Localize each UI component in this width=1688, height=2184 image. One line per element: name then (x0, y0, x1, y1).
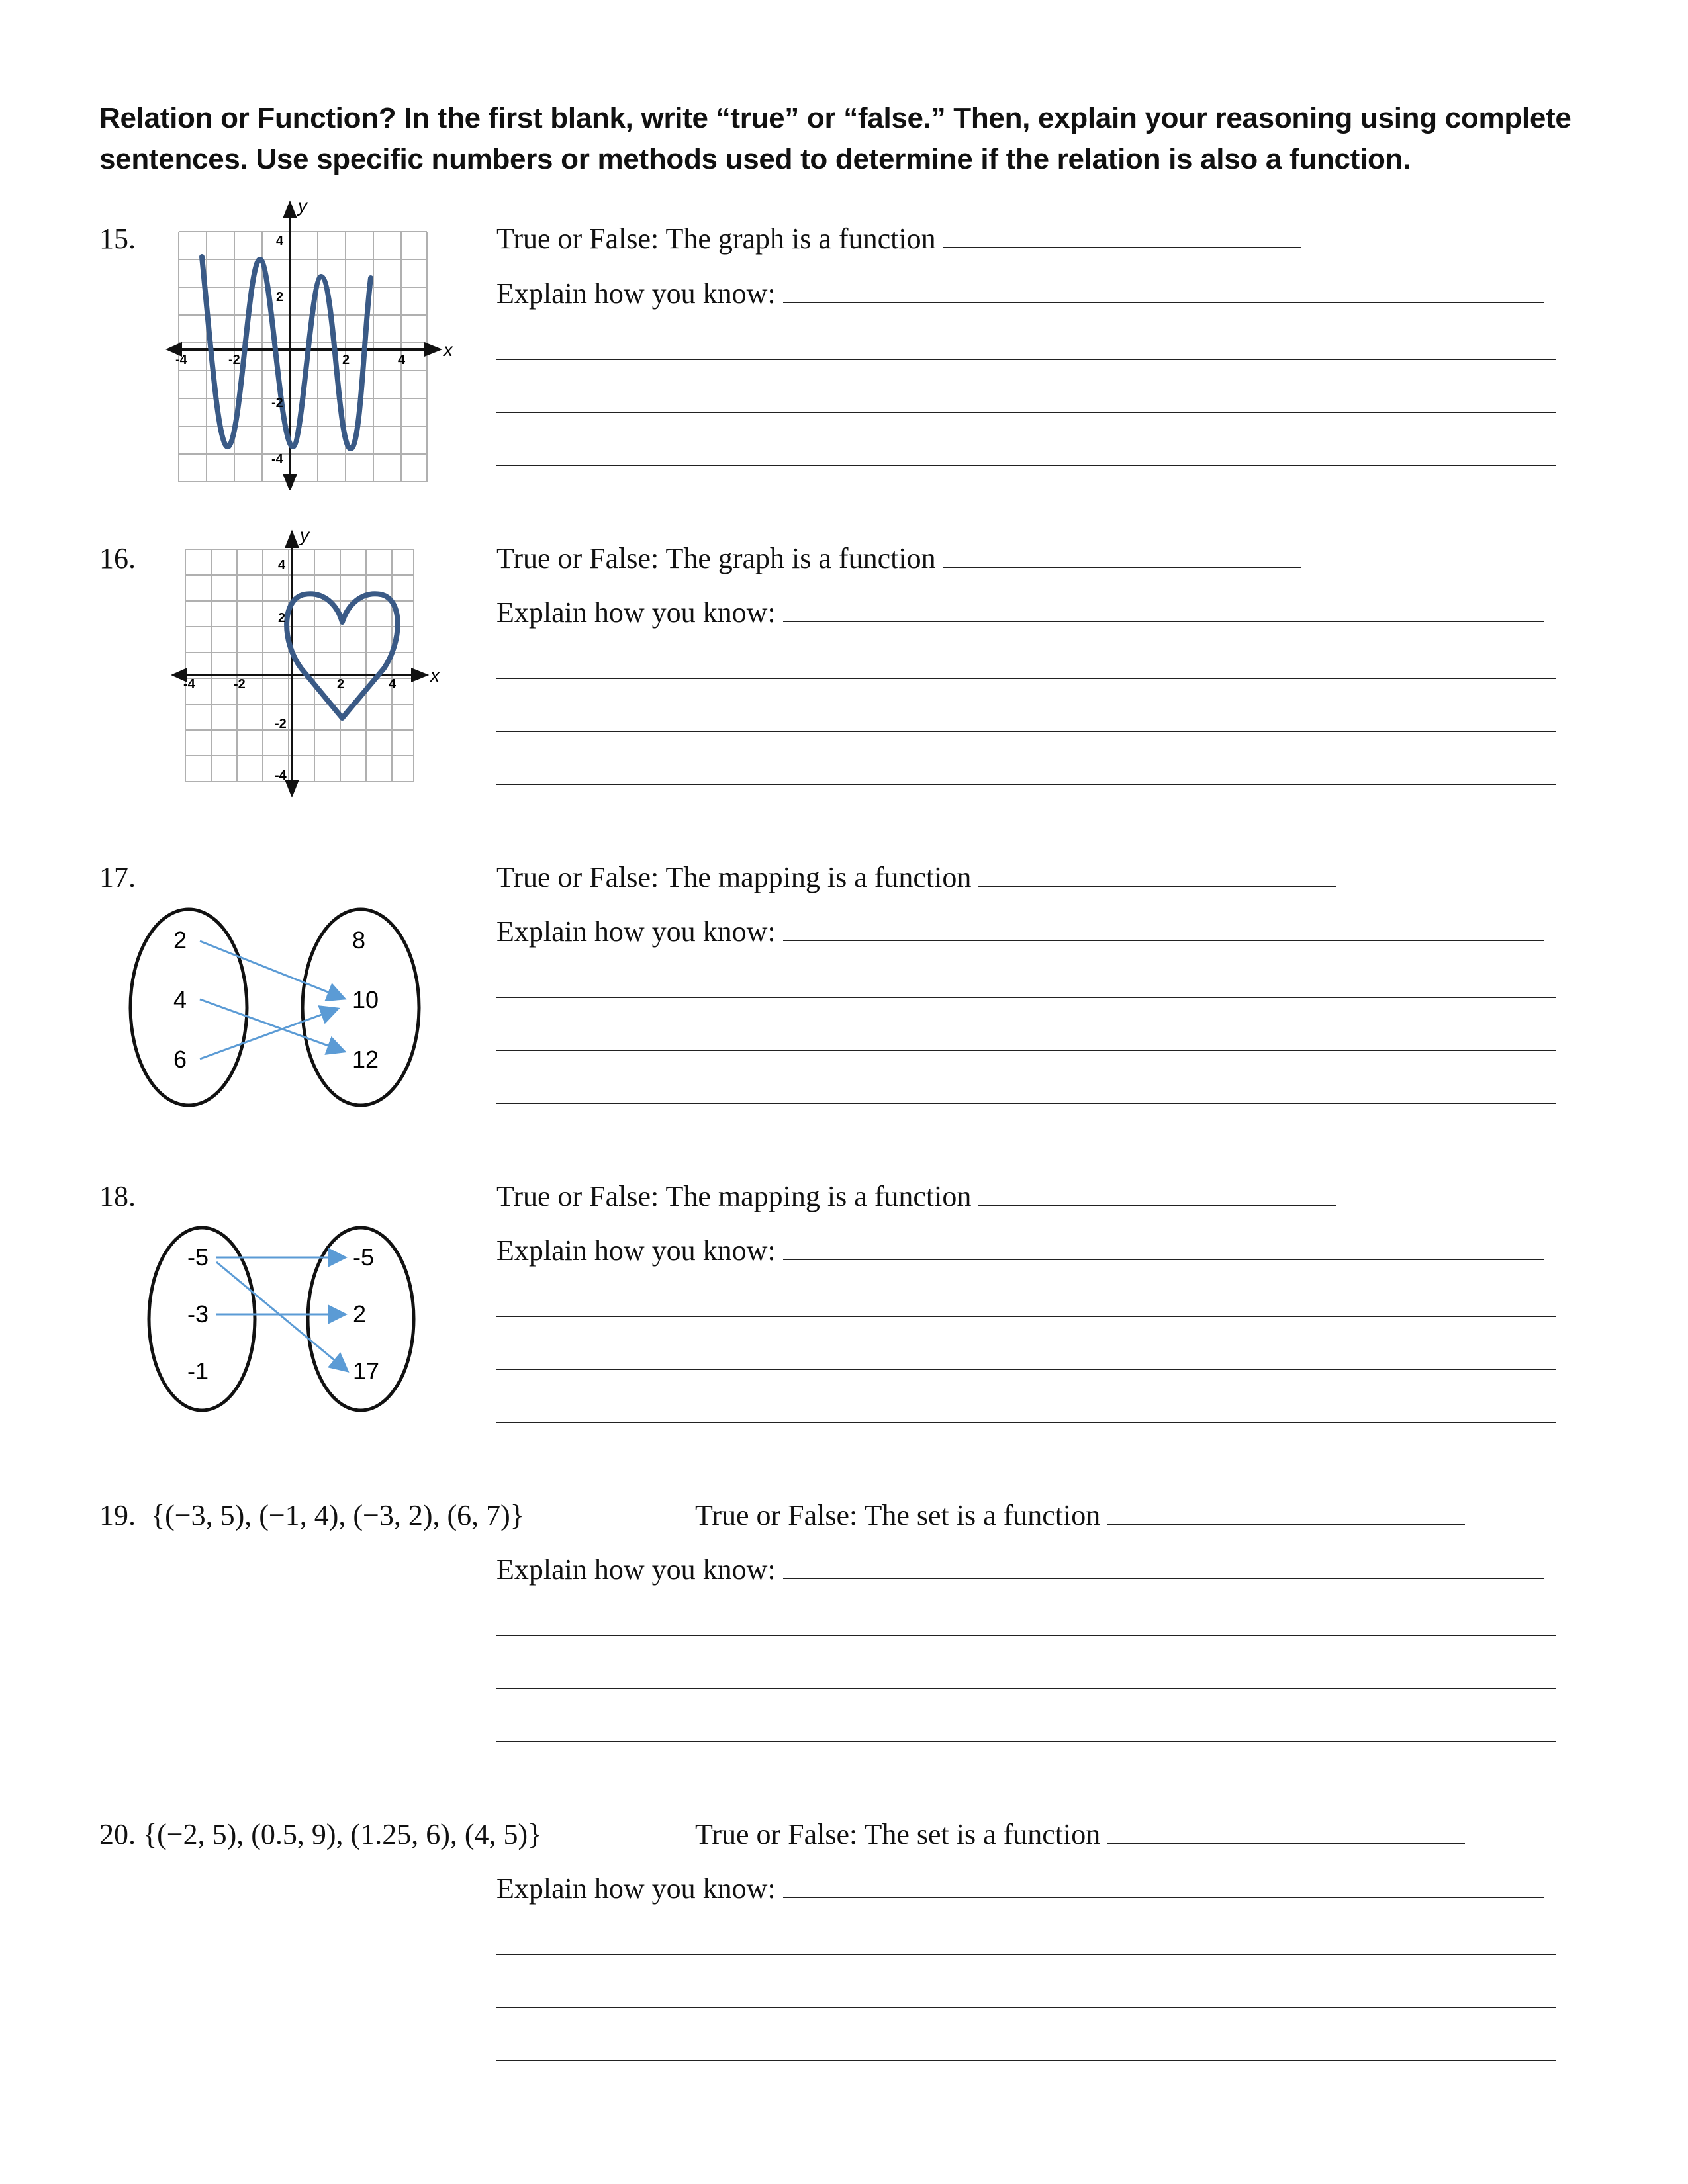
answer-blank-17[interactable] (978, 862, 1336, 887)
tick-label: -4 (275, 768, 287, 783)
answer-blank-18[interactable] (978, 1181, 1336, 1206)
graph-15 (162, 199, 467, 490)
y-arrow-icon (285, 204, 295, 217)
answer-line[interactable] (496, 2060, 1556, 2061)
answer-blank-16[interactable] (943, 543, 1301, 568)
x-arrow-icon (412, 670, 426, 680)
answer-line[interactable] (496, 731, 1556, 732)
ordered-pair-set: {(−2, 5), (0.5, 9), (1.25, 6), (4, 5)} (143, 1818, 542, 1850)
mapping-arrow (216, 1262, 346, 1370)
problem-number: 16. (99, 542, 136, 574)
explain-row (496, 596, 1544, 629)
question-row (695, 1498, 1465, 1532)
explain-row (496, 1872, 1544, 1905)
mapping-arrow (200, 941, 343, 998)
grid (179, 232, 427, 482)
tick-label: 2 (342, 353, 350, 367)
true-false-prompt: True or False: The graph is a function (496, 222, 936, 255)
explain-blank[interactable] (783, 1235, 1544, 1260)
explain-blank[interactable] (783, 916, 1544, 941)
true-false-prompt: True or False: The mapping is a function (496, 861, 972, 893)
explain-blank[interactable] (783, 1873, 1544, 1898)
explain-label: Explain how you know: (496, 1872, 776, 1905)
true-false-prompt: True or False: The graph is a function (496, 542, 936, 574)
answer-line[interactable] (496, 678, 1556, 679)
range-value: 12 (352, 1046, 379, 1073)
tick-label: 4 (389, 677, 397, 692)
tick-label: 2 (337, 677, 345, 692)
question-row (496, 860, 1336, 894)
y-label: y (298, 199, 307, 216)
explain-row (496, 1553, 1544, 1586)
answer-line[interactable] (496, 1741, 1556, 1742)
answer-line[interactable] (496, 1954, 1556, 1955)
explain-row (496, 1234, 1544, 1267)
explain-blank[interactable] (783, 597, 1544, 622)
range-value: 17 (353, 1357, 380, 1385)
set-row (99, 1498, 524, 1532)
tick-label: 4 (398, 353, 406, 367)
answer-line[interactable] (496, 1635, 1556, 1636)
domain-value: 2 (173, 927, 187, 954)
y-label: y (300, 529, 309, 545)
answer-line[interactable] (496, 465, 1556, 466)
answer-line[interactable] (496, 1369, 1556, 1370)
x-label: x (444, 340, 453, 360)
answer-blank-19[interactable] (1107, 1500, 1465, 1525)
explain-blank[interactable] (783, 1554, 1544, 1579)
answer-line[interactable] (496, 412, 1556, 413)
set-row (99, 1817, 541, 1851)
explain-blank[interactable] (783, 278, 1544, 303)
true-false-prompt: True or False: The set is a function (695, 1499, 1101, 1531)
problem-number: 18. (99, 1180, 136, 1212)
domain-value: -5 (187, 1244, 209, 1271)
mapping-17 (119, 900, 430, 1118)
tick-label: -2 (234, 677, 246, 692)
domain-value: -3 (187, 1300, 209, 1328)
true-false-prompt: True or False: The mapping is a function (496, 1180, 972, 1212)
tick-label: -4 (271, 452, 283, 467)
tick-label: -2 (228, 353, 240, 367)
explain-row (496, 915, 1544, 948)
tick-label: -4 (175, 353, 187, 367)
graph-16 (169, 529, 460, 801)
explain-label: Explain how you know: (496, 915, 776, 948)
question-row (496, 222, 1301, 255)
mapping-18 (142, 1221, 434, 1423)
instructions: Relation or Function? In the first blank, write “true” or “false.” Then, explain your reasoning using complete sentences. Use specific numbers or methods used to determine if the relation is also a function. (99, 102, 1571, 175)
tick-label: 2 (278, 611, 286, 625)
y-arrow-down-icon (285, 475, 295, 488)
tick-label: 4 (276, 234, 284, 248)
answer-line[interactable] (496, 2007, 1556, 2008)
answer-line[interactable] (496, 1103, 1556, 1104)
tick-label: 2 (276, 290, 284, 304)
problem-number: 19. (99, 1499, 136, 1531)
range-value: -5 (353, 1244, 375, 1271)
x-arrow-icon (426, 344, 439, 355)
heart-curve (287, 594, 398, 718)
range-value: 2 (353, 1300, 367, 1328)
question-row (496, 1179, 1336, 1213)
question-row (496, 541, 1301, 575)
explain-label: Explain how you know: (496, 596, 776, 629)
problem-number: 15. (99, 222, 136, 255)
range-value: 10 (352, 986, 379, 1013)
y-arrow-icon (287, 533, 297, 547)
x-label: x (430, 665, 440, 686)
domain-value: -1 (187, 1357, 209, 1385)
true-false-prompt: True or False: The set is a function (695, 1818, 1101, 1850)
answer-line[interactable] (496, 784, 1556, 785)
explain-label: Explain how you know: (496, 1234, 776, 1267)
answer-line[interactable] (496, 359, 1556, 360)
question-row (695, 1817, 1465, 1851)
explain-label: Explain how you know: (496, 277, 776, 310)
domain-value: 6 (173, 1046, 187, 1073)
explain-label: Explain how you know: (496, 1553, 776, 1586)
answer-line[interactable] (496, 997, 1556, 998)
explain-row (496, 277, 1544, 310)
tick-label: 4 (278, 558, 286, 572)
tick-label: -4 (183, 677, 195, 692)
problem-number: 20. (99, 1818, 136, 1850)
answer-blank-20[interactable] (1107, 1819, 1465, 1844)
tick-label: -2 (275, 717, 287, 731)
answer-line[interactable] (496, 1050, 1556, 1051)
answer-blank-15[interactable] (943, 223, 1301, 248)
answer-line[interactable] (496, 1316, 1556, 1317)
answer-line[interactable] (496, 1422, 1556, 1423)
range-value: 8 (352, 927, 366, 954)
ordered-pair-set: {(−3, 5), (−1, 4), (−3, 2), (6, 7)} (151, 1499, 524, 1531)
domain-value: 4 (173, 986, 187, 1013)
mapping-arrow (200, 1009, 336, 1059)
answer-line[interactable] (496, 1688, 1556, 1689)
problem-number: 17. (99, 861, 136, 893)
domain-oval (130, 909, 247, 1105)
tick-label: -2 (271, 396, 283, 410)
mapping-arrow (200, 999, 343, 1051)
y-arrow-down-icon (287, 781, 297, 794)
